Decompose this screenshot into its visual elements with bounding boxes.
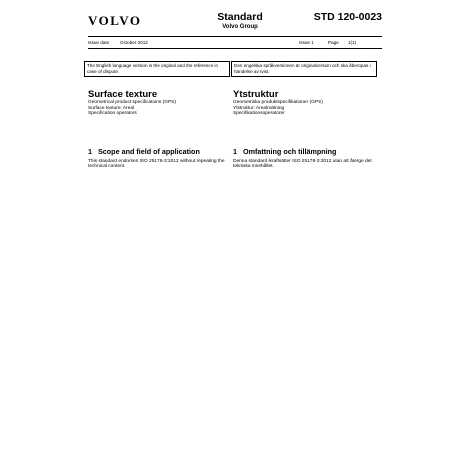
issue-number: Issue 1 bbox=[299, 40, 314, 45]
english-subtitle-line: Specification operators bbox=[88, 111, 137, 117]
swedish-section-body: Denna standard ikraftsätter ISO 25178-3:2012 utan att återge det tekniska innehållet. bbox=[233, 158, 372, 170]
issue-meta-row bbox=[88, 38, 382, 47]
swedish-notice-box bbox=[231, 61, 377, 77]
meta-divider bbox=[88, 48, 382, 49]
section-title: Scope and field of application bbox=[98, 147, 200, 156]
document-type: Standard bbox=[217, 11, 263, 23]
header-divider bbox=[88, 36, 382, 37]
english-notice-box bbox=[84, 61, 230, 77]
swedish-section-1 bbox=[233, 148, 379, 170]
volvo-logo: VOLVO bbox=[88, 13, 142, 28]
issue-date-label: Issue date bbox=[88, 40, 110, 45]
swedish-title: Ytstruktur bbox=[233, 89, 279, 100]
swedish-subtitle-line: Geometriska produktspecifikationer (GPS) bbox=[233, 100, 323, 105]
english-section-body: This standard endorses ISO 25178-3:2012 without repeating the technical content. bbox=[88, 158, 225, 170]
english-section-1 bbox=[88, 148, 234, 170]
swedish-notice-text: Den engelska språkversionen är originalversion och ska åberopas i händelse av tvist. bbox=[234, 63, 371, 74]
swedish-subtitle-line: Specifikationsoperatorer bbox=[233, 111, 285, 117]
page-label: Page bbox=[328, 40, 339, 45]
swedish-section-heading bbox=[233, 148, 379, 157]
document-number: STD 120-0023 bbox=[313, 11, 382, 23]
swedish-title-block bbox=[233, 89, 379, 117]
page-value: 1(1) bbox=[348, 40, 357, 45]
english-notice-text: The English language version is the original and the reference in case of dispute. bbox=[87, 63, 219, 74]
issue-date-value: October 2012 bbox=[120, 40, 148, 45]
english-subtitle-line: Surface texture: Areal bbox=[88, 105, 135, 111]
section-number: 1 bbox=[233, 147, 237, 156]
english-title: Surface texture bbox=[88, 89, 158, 100]
english-title-block bbox=[88, 89, 234, 117]
english-subtitle-line: Geometrical product specifications (GPS) bbox=[88, 100, 176, 105]
document-header bbox=[88, 10, 382, 34]
english-section-heading bbox=[88, 148, 234, 157]
section-number: 1 bbox=[88, 147, 92, 156]
swedish-subtitle-line: Ytstruktur: Arealmätning bbox=[233, 105, 285, 111]
section-title: Omfattning och tillämpning bbox=[243, 147, 337, 156]
organization-name: Volvo Group bbox=[222, 24, 258, 30]
